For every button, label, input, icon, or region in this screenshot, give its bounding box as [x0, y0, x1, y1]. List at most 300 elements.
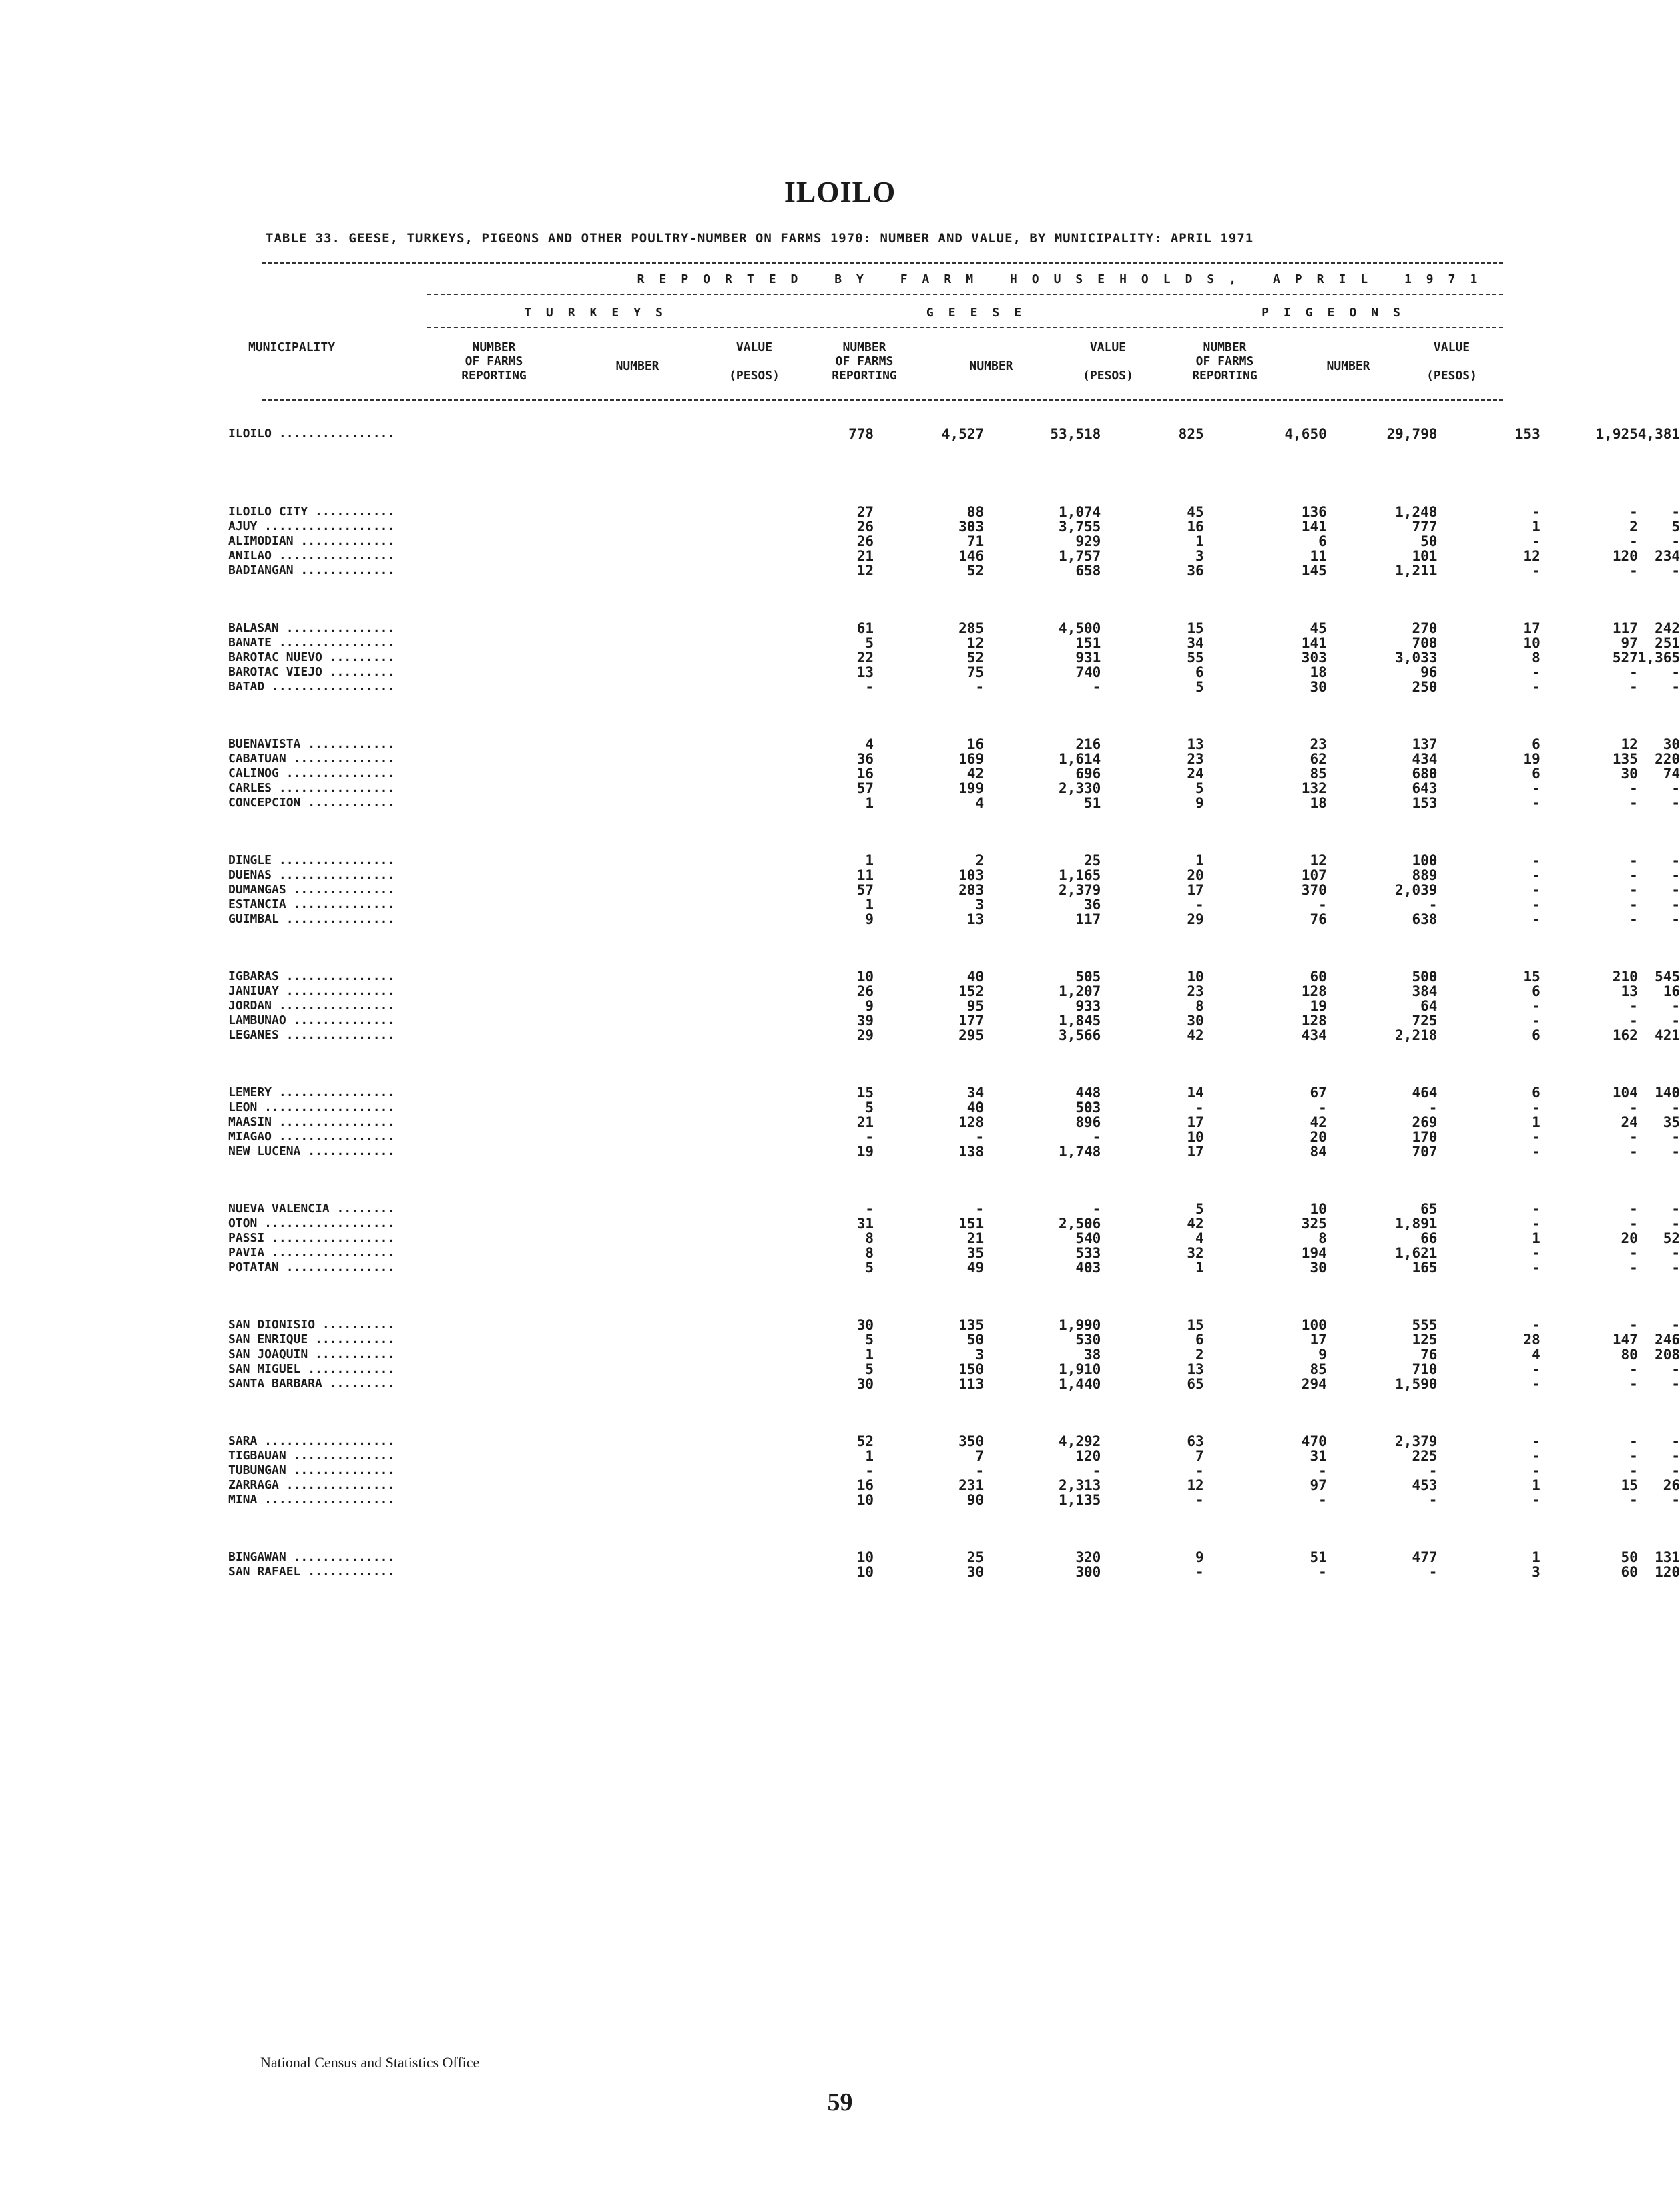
pigeons-farms-cell: 153	[1514, 426, 1541, 442]
turkeys-farms-cell: 21	[856, 549, 874, 563]
turkeys-number-cell: 199	[958, 781, 985, 796]
pigeons-farms-cell: -	[1532, 1493, 1541, 1507]
municipality-name: AJUY ..................	[228, 519, 395, 533]
pigeons-value-cell: 30	[1663, 737, 1680, 752]
pigeons-number-cell: -	[1629, 1144, 1638, 1159]
geese-number-cell: -	[1318, 1493, 1327, 1507]
municipality-name: BALASAN ...............	[228, 621, 395, 635]
turkeys-number-cell: 113	[958, 1377, 985, 1391]
municipality-name: ILOILO ................	[228, 427, 395, 441]
pigeons-number-cell: -	[1629, 1130, 1638, 1144]
pigeons-value-cell: 16	[1663, 984, 1680, 999]
leader-dots-space	[446, 1493, 752, 1507]
turkeys-farms-cell: 30	[856, 1377, 874, 1391]
pigeons-number-cell: -	[1629, 868, 1638, 883]
pigeons-number-cell: 13	[1621, 984, 1638, 999]
turkeys-value-cell: 1,135	[1059, 1493, 1101, 1507]
turkeys-farms-cell: 29	[856, 1028, 874, 1043]
pigeons-farms-cell: -	[1532, 665, 1541, 680]
pigeons-value-cell: 246	[1655, 1332, 1680, 1347]
turkeys-farms-cell: 1	[865, 897, 874, 912]
turkeys-value-cell: 3,755	[1059, 519, 1101, 534]
geese-farms-cell: 32	[1187, 1246, 1204, 1260]
table-row	[228, 796, 1680, 810]
geese-farms-cell: 10	[1187, 1130, 1204, 1144]
pigeons-farms-cell: 1	[1532, 1115, 1541, 1130]
geese-value-cell: 680	[1412, 766, 1438, 781]
pigeons-farms-cell: 1	[1532, 1550, 1541, 1565]
pigeons-number-cell: -	[1629, 1013, 1638, 1028]
pigeons-farms-cell: 4	[1532, 1347, 1541, 1362]
geese-value-cell: 453	[1412, 1478, 1438, 1493]
pigeons-number-cell: 120	[1612, 549, 1638, 563]
geese-number-cell: -	[1318, 1565, 1327, 1579]
municipality-name: BUENAVISTA ............	[228, 737, 395, 751]
pigeons-farms-header: NUMBER OF FARMS REPORTING	[1192, 340, 1257, 383]
geese-value-cell: 2,379	[1395, 1434, 1438, 1449]
turkeys-number-cell: 34	[966, 1085, 985, 1100]
turkeys-number-cell: 2	[975, 853, 985, 868]
pigeons-number-cell: -	[1629, 883, 1638, 897]
geese-farms-cell: 15	[1187, 621, 1204, 636]
pigeons-farms-cell: 1	[1532, 1231, 1541, 1246]
turkeys-value-cell: 1,845	[1059, 1013, 1101, 1028]
geese-value-cell: 137	[1412, 737, 1438, 752]
turkeys-farms-cell: 15	[856, 1085, 874, 1100]
pigeons-farms-cell: -	[1532, 781, 1541, 796]
pigeons-value-cell: -	[1671, 505, 1680, 519]
municipality-name: ZARRAGA ...............	[228, 1478, 395, 1492]
turkeys-number-cell: 21	[966, 1231, 985, 1246]
leader-dots-space	[446, 519, 752, 534]
table-row	[228, 752, 1680, 766]
pigeons-number-cell: -	[1629, 534, 1638, 549]
municipality-name: IGBARAS ...............	[228, 969, 395, 983]
pigeons-number-cell: 527	[1612, 650, 1638, 665]
turkeys-number-cell: -	[975, 1130, 985, 1144]
leader-dots-space	[446, 1260, 752, 1275]
turkeys-value-cell: 25	[1083, 853, 1101, 868]
table-row	[228, 1362, 1680, 1377]
table-row	[228, 1493, 1680, 1507]
turkeys-number-cell: 283	[958, 883, 985, 897]
geese-farms-cell: 17	[1187, 883, 1204, 897]
turkeys-value-cell: 1,440	[1059, 1377, 1101, 1391]
pigeons-farms-cell: 6	[1532, 1028, 1541, 1043]
geese-number-cell: 128	[1301, 1013, 1327, 1028]
geese-value-cell: 269	[1412, 1115, 1438, 1130]
pigeons-value-cell: -	[1671, 781, 1680, 796]
table-row	[228, 1332, 1680, 1347]
municipality-name: LAMBUNAO ..............	[228, 1013, 395, 1027]
table-row	[228, 665, 1680, 680]
pigeons-farms-cell: 28	[1523, 1332, 1541, 1347]
turkeys-farms-cell: 1	[865, 1347, 874, 1362]
table-row	[228, 868, 1680, 883]
geese-farms-cell: 1	[1195, 534, 1204, 549]
geese-number-cell: 19	[1310, 999, 1327, 1013]
geese-farms-cell: 16	[1187, 519, 1204, 534]
pigeons-farms-cell: -	[1532, 897, 1541, 912]
table-row	[228, 737, 1680, 752]
leader-dots-space	[446, 1565, 752, 1579]
geese-farms-cell: 13	[1187, 737, 1204, 752]
pigeons-number-cell: -	[1629, 1463, 1638, 1478]
pigeons-value-cell: -	[1671, 563, 1680, 578]
leader-dots-space	[446, 1434, 752, 1449]
pigeons-number-cell: -	[1629, 1246, 1638, 1260]
poultry-table	[228, 421, 1680, 1579]
turkeys-farms-cell: 4	[865, 737, 874, 752]
turkeys-value-cell: 51	[1083, 796, 1101, 810]
table-row	[228, 1216, 1680, 1231]
municipality-name: CONCEPCION ............	[228, 796, 395, 810]
pigeons-farms-cell: -	[1532, 1377, 1541, 1391]
leader-dots-space	[446, 1318, 752, 1332]
geese-number-cell: 31	[1310, 1449, 1327, 1463]
leader-dots-space	[446, 1231, 752, 1246]
turkeys-farms-cell: 57	[856, 781, 874, 796]
leader-dots-space	[446, 853, 752, 868]
turkeys-farms-cell: 16	[856, 766, 874, 781]
municipality-name: CARLES ................	[228, 781, 395, 795]
pigeons-farms-cell: -	[1532, 1100, 1541, 1115]
turkeys-value-cell: 540	[1075, 1231, 1101, 1246]
turkeys-value-cell: 696	[1075, 766, 1101, 781]
turkeys-farms-cell: 1	[865, 853, 874, 868]
pigeons-number-cell: 15	[1621, 1478, 1638, 1493]
geese-value-cell: 434	[1412, 752, 1438, 766]
geese-number-cell: 45	[1310, 621, 1327, 636]
pigeons-number-cell: -	[1629, 1449, 1638, 1463]
geese-farms-cell: 34	[1187, 636, 1204, 650]
turkeys-farms-cell: 26	[856, 534, 874, 549]
group-gap	[228, 1391, 1680, 1434]
pigeons-value-cell: 220	[1655, 752, 1680, 766]
pigeons-value-cell: -	[1671, 897, 1680, 912]
reported-span-header: REPORTED BY FARM HOUSEHOLDS, APRIL 1971	[637, 272, 1492, 286]
geese-farms-cell: 5	[1195, 1202, 1204, 1216]
leader-dots-space	[446, 969, 752, 984]
turkeys-farms-cell: 5	[865, 1100, 874, 1115]
leader-dots-space	[446, 421, 752, 447]
geese-value-cell: 170	[1412, 1130, 1438, 1144]
geese-value-cell: 250	[1412, 680, 1438, 694]
municipality-name: CALINOG ...............	[228, 766, 395, 780]
turkeys-value-cell: 533	[1075, 1246, 1101, 1260]
turkeys-value-cell: 1,207	[1059, 984, 1101, 999]
geese-number-cell: 434	[1301, 1028, 1327, 1043]
pigeons-farms-cell: -	[1532, 1202, 1541, 1216]
turkeys-number-cell: 146	[958, 549, 985, 563]
geese-value-cell: 555	[1412, 1318, 1438, 1332]
geese-value-cell: -	[1428, 1100, 1438, 1115]
pigeons-number-cell: -	[1629, 563, 1638, 578]
leader-dots-space	[446, 737, 752, 752]
geese-farms-cell: 42	[1187, 1216, 1204, 1231]
pigeons-farms-cell: -	[1532, 853, 1541, 868]
geese-farms-cell: 29	[1187, 912, 1204, 927]
pigeons-value-cell: -	[1671, 999, 1680, 1013]
turkeys-farms-cell: 13	[856, 665, 874, 680]
table-row	[228, 1115, 1680, 1130]
geese-number-cell: 18	[1310, 796, 1327, 810]
turkeys-number-cell: 4	[975, 796, 985, 810]
pigeons-value-cell: -	[1671, 1202, 1680, 1216]
turkeys-number-header: NUMBER	[615, 359, 659, 373]
municipality-name: JORDAN ................	[228, 999, 395, 1013]
pigeons-number-cell: 30	[1621, 766, 1638, 781]
table-row	[228, 621, 1680, 636]
municipality-name: SAN MIGUEL ............	[228, 1362, 395, 1376]
turkeys-number-cell: 4,527	[941, 426, 985, 442]
leader-dots-space	[446, 1377, 752, 1391]
turkeys-value-cell: 933	[1075, 999, 1101, 1013]
geese-farms-cell: 17	[1187, 1144, 1204, 1159]
turkeys-number-cell: 152	[958, 984, 985, 999]
municipality-name: BAROTAC VIEJO .........	[228, 665, 395, 679]
geese-number-cell: 67	[1310, 1085, 1327, 1100]
geese-value-cell: 707	[1412, 1144, 1438, 1159]
table-row	[228, 1130, 1680, 1144]
pigeons-value-cell: 545	[1655, 969, 1680, 984]
geese-value-cell: 643	[1412, 781, 1438, 796]
turkeys-farms-cell: 61	[856, 621, 874, 636]
geese-farms-cell: 42	[1187, 1028, 1204, 1043]
turkeys-value-cell: 1,074	[1059, 505, 1101, 519]
geese-number-cell: 84	[1310, 1144, 1327, 1159]
municipality-name: BADIANGAN .............	[228, 563, 395, 577]
turkeys-number-cell: 16	[966, 737, 985, 752]
pigeons-value-cell: -	[1671, 883, 1680, 897]
pigeons-farms-cell: 1	[1532, 519, 1541, 534]
turkeys-value-cell: 2,379	[1059, 883, 1101, 897]
turkeys-number-cell: 295	[958, 1028, 985, 1043]
municipality-name: SAN ENRIQUE ...........	[228, 1332, 395, 1347]
geese-farms-cell: -	[1195, 897, 1204, 912]
table-row	[228, 984, 1680, 999]
geese-value-cell: 638	[1412, 912, 1438, 927]
turkeys-farms-cell: 10	[856, 1550, 874, 1565]
footer-office: National Census and Statistics Office	[260, 2054, 480, 2071]
header-rule-1	[427, 294, 1503, 295]
geese-value-cell: 50	[1420, 534, 1438, 549]
pigeons-number-cell: -	[1629, 680, 1638, 694]
turkeys-number-cell: 303	[958, 519, 985, 534]
turkeys-farms-cell: 5	[865, 1362, 874, 1377]
turkeys-number-cell: 30	[966, 1565, 985, 1579]
geese-farms-cell: 65	[1187, 1377, 1204, 1391]
leader-dots-space	[446, 534, 752, 549]
turkeys-value-cell: 931	[1075, 650, 1101, 665]
turkeys-number-cell: 12	[966, 636, 985, 650]
leader-dots-space	[446, 1202, 752, 1216]
pigeons-value-cell: 234	[1655, 549, 1680, 563]
turkeys-value-cell: -	[1092, 680, 1101, 694]
geese-farms-cell: 15	[1187, 1318, 1204, 1332]
pigeons-value-cell: 5	[1671, 519, 1680, 534]
pigeons-number-cell: 117	[1612, 621, 1638, 636]
turkeys-value-cell: 151	[1075, 636, 1101, 650]
leader-dots-space	[446, 665, 752, 680]
turkeys-number-cell: 169	[958, 752, 985, 766]
turkeys-farms-cell: 16	[856, 1478, 874, 1493]
pigeons-farms-cell: -	[1532, 1434, 1541, 1449]
pigeons-number-cell: -	[1629, 853, 1638, 868]
table-row	[228, 766, 1680, 781]
geese-value-cell: 477	[1412, 1550, 1438, 1565]
geese-farms-cell: 1	[1195, 1260, 1204, 1275]
pigeons-value-cell: -	[1671, 1463, 1680, 1478]
geese-number-cell: 132	[1301, 781, 1327, 796]
leader-dots-space	[446, 1463, 752, 1478]
turkeys-number-cell: 42	[966, 766, 985, 781]
geese-farms-cell: 825	[1178, 426, 1204, 442]
table-row	[228, 1565, 1680, 1579]
turkeys-farms-cell: 8	[865, 1231, 874, 1246]
turkeys-number-cell: 138	[958, 1144, 985, 1159]
geese-value-cell: 65	[1420, 1202, 1438, 1216]
leader-dots-space	[446, 1144, 752, 1159]
turkeys-farms-cell: 778	[848, 426, 874, 442]
pigeons-value-cell: -	[1671, 1318, 1680, 1332]
geese-farms-cell: 36	[1187, 563, 1204, 578]
geese-number-cell: 76	[1310, 912, 1327, 927]
pigeons-number-cell: 210	[1612, 969, 1638, 984]
municipality-name: BINGAWAN ..............	[228, 1550, 395, 1564]
table-row	[228, 999, 1680, 1013]
geese-farms-cell: 23	[1187, 984, 1204, 999]
leader-dots-space	[446, 1449, 752, 1463]
table-row	[228, 636, 1680, 650]
geese-number-cell: 107	[1301, 868, 1327, 883]
pigeons-farms-cell: 8	[1532, 650, 1541, 665]
geese-value-cell: 500	[1412, 969, 1438, 984]
turkeys-value-cell: 320	[1075, 1550, 1101, 1565]
turkeys-farms-cell: 5	[865, 1260, 874, 1275]
pigeons-value-cell: 52	[1663, 1231, 1680, 1246]
province-title: ILOILO	[784, 176, 896, 208]
geese-value-cell: 2,039	[1395, 883, 1438, 897]
turkeys-farms-cell: 36	[856, 752, 874, 766]
table-row	[228, 1550, 1680, 1565]
geese-value-cell: 777	[1412, 519, 1438, 534]
pigeons-number-cell: 20	[1621, 1231, 1638, 1246]
geese-value-cell: 100	[1412, 853, 1438, 868]
turkeys-farms-cell: 26	[856, 984, 874, 999]
turkeys-farms-header: NUMBER OF FARMS REPORTING	[461, 340, 527, 383]
pigeons-farms-cell: -	[1532, 868, 1541, 883]
table-row	[228, 1377, 1680, 1391]
table-body	[228, 421, 1680, 1579]
municipality-name: SARA ..................	[228, 1434, 395, 1448]
turkeys-value-cell: 403	[1075, 1260, 1101, 1275]
turkeys-farms-cell: 1	[865, 1449, 874, 1463]
leader-dots-space	[446, 1362, 752, 1377]
leader-dots-space	[446, 897, 752, 912]
leader-dots-space	[446, 1013, 752, 1028]
turkeys-farms-cell: 1	[865, 796, 874, 810]
turkeys-value-cell: 530	[1075, 1332, 1101, 1347]
geese-number-cell: 10	[1310, 1202, 1327, 1216]
table-caption: TABLE 33. GEESE, TURKEYS, PIGEONS AND OTHER POULTRY-NUMBER ON FARMS 1970: NUMBER AND VALUE, BY MUNICIPALITY: APRIL 1971	[266, 231, 1254, 246]
geese-value-cell: -	[1428, 897, 1438, 912]
turkeys-farms-cell: 9	[865, 999, 874, 1013]
turkeys-value-cell: 1,910	[1059, 1362, 1101, 1377]
turkeys-farms-cell: 27	[856, 505, 874, 519]
municipality-name: JANIUAY ...............	[228, 984, 395, 998]
turkeys-value-cell: -	[1092, 1463, 1101, 1478]
turkeys-value-cell: 117	[1075, 912, 1101, 927]
municipality-name: SAN DIONISIO ..........	[228, 1318, 395, 1332]
municipality-name: LEGANES ...............	[228, 1028, 395, 1042]
turkeys-value-cell: -	[1092, 1130, 1101, 1144]
turkeys-value-cell: 503	[1075, 1100, 1101, 1115]
geese-number-cell: 85	[1310, 766, 1327, 781]
pigeons-number-cell: 135	[1612, 752, 1638, 766]
table-row	[228, 1463, 1680, 1478]
pigeons-number-cell: 2	[1629, 519, 1638, 534]
geese-farms-header: NUMBER OF FARMS REPORTING	[832, 340, 897, 383]
turkeys-farms-cell: 52	[856, 1434, 874, 1449]
table-row	[228, 1100, 1680, 1115]
geese-farms-cell: 2	[1195, 1347, 1204, 1362]
pigeons-number-cell: 12	[1621, 737, 1638, 752]
pigeons-group-header: PIGEONS	[1262, 306, 1415, 320]
turkeys-value-cell: 120	[1075, 1449, 1101, 1463]
turkeys-number-cell: 52	[966, 650, 985, 665]
table-row	[228, 680, 1680, 694]
turkeys-value-cell: 53,518	[1050, 426, 1101, 442]
turkeys-number-cell: -	[975, 680, 985, 694]
geese-number-cell: 145	[1301, 563, 1327, 578]
turkeys-value-cell: 658	[1075, 563, 1101, 578]
table-row	[228, 853, 1680, 868]
group-gap	[228, 810, 1680, 853]
geese-number-cell: 85	[1310, 1362, 1327, 1377]
pigeons-number-cell: -	[1629, 1216, 1638, 1231]
municipality-name: SAN JOAQUIN ...........	[228, 1347, 395, 1361]
geese-farms-cell: 20	[1187, 868, 1204, 883]
geese-number-cell: -	[1318, 1463, 1327, 1478]
geese-value-cell: 96	[1420, 665, 1438, 680]
turkeys-value-cell: 448	[1075, 1085, 1101, 1100]
municipality-name: TIGBAUAN ..............	[228, 1449, 395, 1463]
table-row	[228, 519, 1680, 534]
leader-dots-space	[446, 1115, 752, 1130]
geese-number-cell: 325	[1301, 1216, 1327, 1231]
turkeys-value-cell: -	[1092, 1202, 1101, 1216]
turkeys-number-cell: 103	[958, 868, 985, 883]
municipality-name: PAVIA .................	[228, 1246, 395, 1260]
municipality-name: DUMANGAS ..............	[228, 883, 395, 897]
turkeys-number-cell: 350	[958, 1434, 985, 1449]
geese-number-cell: 9	[1318, 1347, 1327, 1362]
municipality-name: PASSI .................	[228, 1231, 395, 1245]
geese-value-cell: 29,798	[1386, 426, 1438, 442]
turkeys-value-header: VALUE (PESOS)	[729, 340, 780, 383]
pigeons-farms-cell: -	[1532, 912, 1541, 927]
geese-value-cell: 153	[1412, 796, 1438, 810]
geese-number-cell: 20	[1310, 1130, 1327, 1144]
municipality-name: MINA ..................	[228, 1493, 395, 1507]
table-row	[228, 534, 1680, 549]
geese-number-header: NUMBER	[969, 359, 1013, 373]
geese-number-cell: 97	[1310, 1478, 1327, 1493]
leader-dots-space	[446, 505, 752, 519]
geese-farms-cell: 9	[1195, 796, 1204, 810]
leader-dots-space	[446, 1085, 752, 1100]
